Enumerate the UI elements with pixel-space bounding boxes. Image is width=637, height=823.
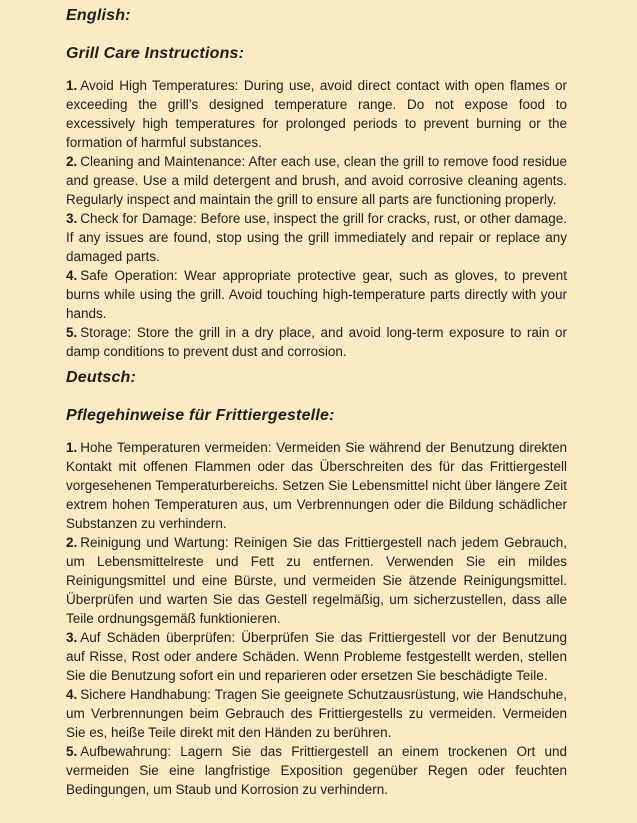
item-number: 4. bbox=[66, 268, 78, 283]
item-number: 3. bbox=[66, 630, 78, 645]
instruction-item bbox=[66, 266, 567, 323]
item-text: Reinigung und Wartung: Reinigen Sie das Frittiergestell nach jedem Gebrauch, um Lebensmittelreste und Fett zu entfernen. Verwenden Sie ein mildes Reinigungsmittel und eine Bürste, und vermeiden Sie ätzende Reinigungsmittel. Überprüfen und warten Sie das Gestell regelmäßig, um sicherzustellen, dass alle Teile ordnungsgemäß funktionieren. bbox=[66, 535, 567, 626]
section-english bbox=[66, 7, 567, 361]
item-number: 1. bbox=[66, 440, 78, 455]
instruction-item bbox=[66, 742, 567, 799]
item-number: 3. bbox=[66, 211, 78, 226]
language-heading-english: English: bbox=[66, 7, 131, 24]
instruction-item bbox=[66, 323, 567, 361]
item-text: Hohe Temperaturen vermeiden: Vermeiden Sie während der Benutzung direkten Kontakt mit offenen Flammen oder das Überschreiten des für das Frittiergestell vorgesehenen Temperaturbereichs. Setzen Sie Lebensmittel nicht über längere Zeit extrem hohen Temperaturen aus, um Verbrennungen oder die Bildung schädlicher Substanzen zu verhindern. bbox=[66, 440, 567, 531]
instruction-item bbox=[66, 152, 567, 209]
item-text: Avoid High Temperatures: During use, avoid direct contact with open flames or exceeding the grill’s designed temperature range. Do not expose food to excessively high temperatures for prolonged periods to prevent burning or the formation of harmful substances. bbox=[66, 78, 567, 150]
item-text: Auf Schäden überprüfen: Überprüfen Sie das Frittiergestell vor der Benutzung auf Risse, Rost oder andere Schäden. Wenn Probleme festgestellt werden, stellen Sie die Benutzung sofort ein und reparieren oder ersetzen Sie beschädigte Teile. bbox=[66, 630, 567, 683]
item-number: 1. bbox=[66, 78, 78, 93]
item-number: 2. bbox=[66, 535, 78, 550]
item-text: Sichere Handhabung: Tragen Sie geeignete Schutzausrüstung, wie Handschuhe, um Verbrennungen beim Gebrauch des Frittiergestells zu vermeiden. Vermeiden Sie es, heiße Teile direkt mit den Händen zu berühren. bbox=[66, 687, 567, 740]
item-text: Cleaning and Maintenance: After each use, clean the grill to remove food residue and grease. Use a mild detergent and brush, and avoid corrosive cleaning agents. Regularly inspect and maintain the grill to ensure all parts are functioning properly. bbox=[66, 154, 567, 207]
item-number: 5. bbox=[66, 744, 78, 759]
instruction-item bbox=[66, 209, 567, 266]
instruction-item bbox=[66, 438, 567, 533]
item-text: Aufbewahrung: Lagern Sie das Frittiergestell an einem trockenen Ort und vermeiden Sie eine langfristige Exposition gegenüber Regen oder feuchten Bedingungen, um Staub und Korrosion zu verhindern. bbox=[66, 744, 567, 797]
item-text: Check for Damage: Before use, inspect the grill for cracks, rust, or other damage. If any issues are found, stop using the grill immediately and repair or replace any damaged parts. bbox=[66, 211, 567, 264]
item-number: 5. bbox=[66, 325, 78, 340]
instruction-item bbox=[66, 685, 567, 742]
section-german bbox=[66, 369, 567, 799]
instruction-item bbox=[66, 628, 567, 685]
item-number: 4. bbox=[66, 687, 78, 702]
section-title-german: Pflegehinweise für Frittiergestelle: bbox=[66, 407, 335, 424]
language-heading-german: Deutsch: bbox=[66, 369, 137, 386]
instruction-item bbox=[66, 76, 567, 152]
instruction-item bbox=[66, 533, 567, 628]
item-text: Storage: Store the grill in a dry place, and avoid long-term exposure to rain or damp conditions to prevent dust and corrosion. bbox=[66, 325, 567, 359]
item-text: Safe Operation: Wear appropriate protective gear, such as gloves, to prevent burns while using the grill. Avoid touching high-temperature parts directly with your hands. bbox=[66, 268, 567, 321]
section-title-english: Grill Care Instructions: bbox=[66, 45, 245, 62]
item-number: 2. bbox=[66, 154, 78, 169]
